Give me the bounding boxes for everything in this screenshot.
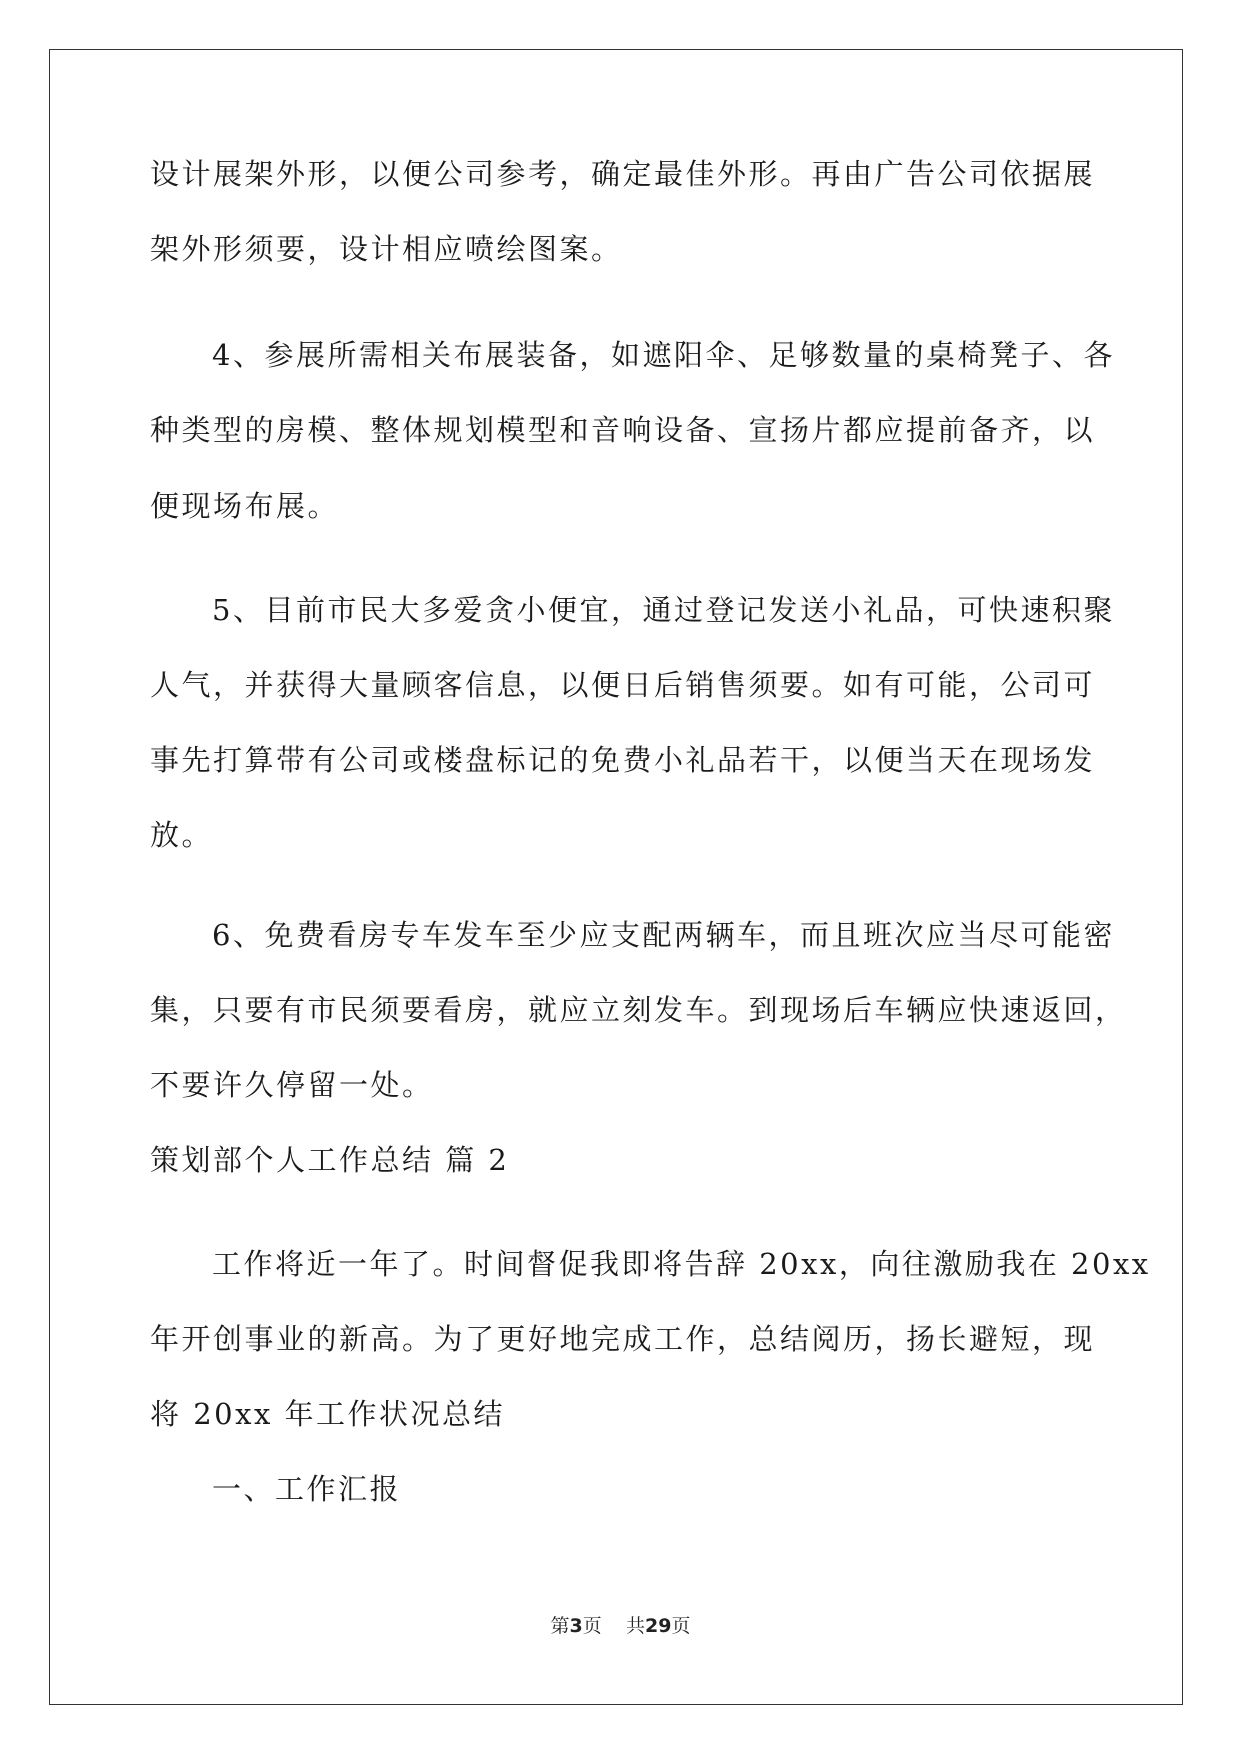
total-page-number: 29 bbox=[644, 1615, 672, 1637]
text-line: 便现场布展。 bbox=[150, 489, 340, 523]
current-page-number: 3 bbox=[569, 1615, 583, 1637]
text-line: 工作将近一年了。时间督促我即将告辞 20xx，向往激励我在 20xx bbox=[212, 1247, 1151, 1281]
text-line: 种类型的房模、整体规划模型和音响设备、宣扬片都应提前备齐，以 bbox=[150, 413, 1096, 447]
text-line: 5、目前市民大多爱贪小便宜，通过登记发送小礼品，可快速积聚 bbox=[212, 593, 1115, 627]
page-border bbox=[49, 49, 1183, 1705]
text-line: 4、参展所需相关布展装备，如遮阳伞、足够数量的桌椅凳子、各 bbox=[212, 338, 1115, 372]
text-line: 事先打算带有公司或楼盘标记的免费小礼品若干，以便当天在现场发 bbox=[150, 743, 1096, 777]
text-line: 人气，并获得大量顾客信息，以便日后销售须要。如有可能，公司可 bbox=[150, 668, 1096, 702]
text-line: 放。 bbox=[150, 818, 214, 852]
subsection-heading: 一、工作汇报 bbox=[212, 1472, 402, 1506]
footer-total-prefix: 共 bbox=[625, 1615, 645, 1637]
section-heading: 策划部个人工作总结 篇 2 bbox=[150, 1143, 510, 1177]
text-line: 集，只要有市民须要看房，就应立刻发车。到现场后车辆应快速返回， bbox=[150, 993, 1127, 1027]
text-line: 架外形须要，设计相应喷绘图案。 bbox=[150, 232, 623, 266]
text-line: 将 20xx 年工作状况总结 bbox=[150, 1397, 506, 1431]
footer-page-suffix: 页 bbox=[582, 1615, 602, 1637]
text-line: 设计展架外形，以便公司参考，确定最佳外形。再由广告公司依据展 bbox=[150, 157, 1096, 191]
page-footer bbox=[0, 1614, 1241, 1638]
footer-prefix: 第 bbox=[550, 1615, 570, 1637]
footer-total-suffix: 页 bbox=[671, 1615, 691, 1637]
text-line: 不要许久停留一处。 bbox=[150, 1068, 434, 1102]
text-line: 年开创事业的新高。为了更好地完成工作，总结阅历，扬长避短，现 bbox=[150, 1322, 1096, 1356]
text-line: 6、免费看房专车发车至少应支配两辆车，而且班次应当尽可能密 bbox=[212, 918, 1115, 952]
